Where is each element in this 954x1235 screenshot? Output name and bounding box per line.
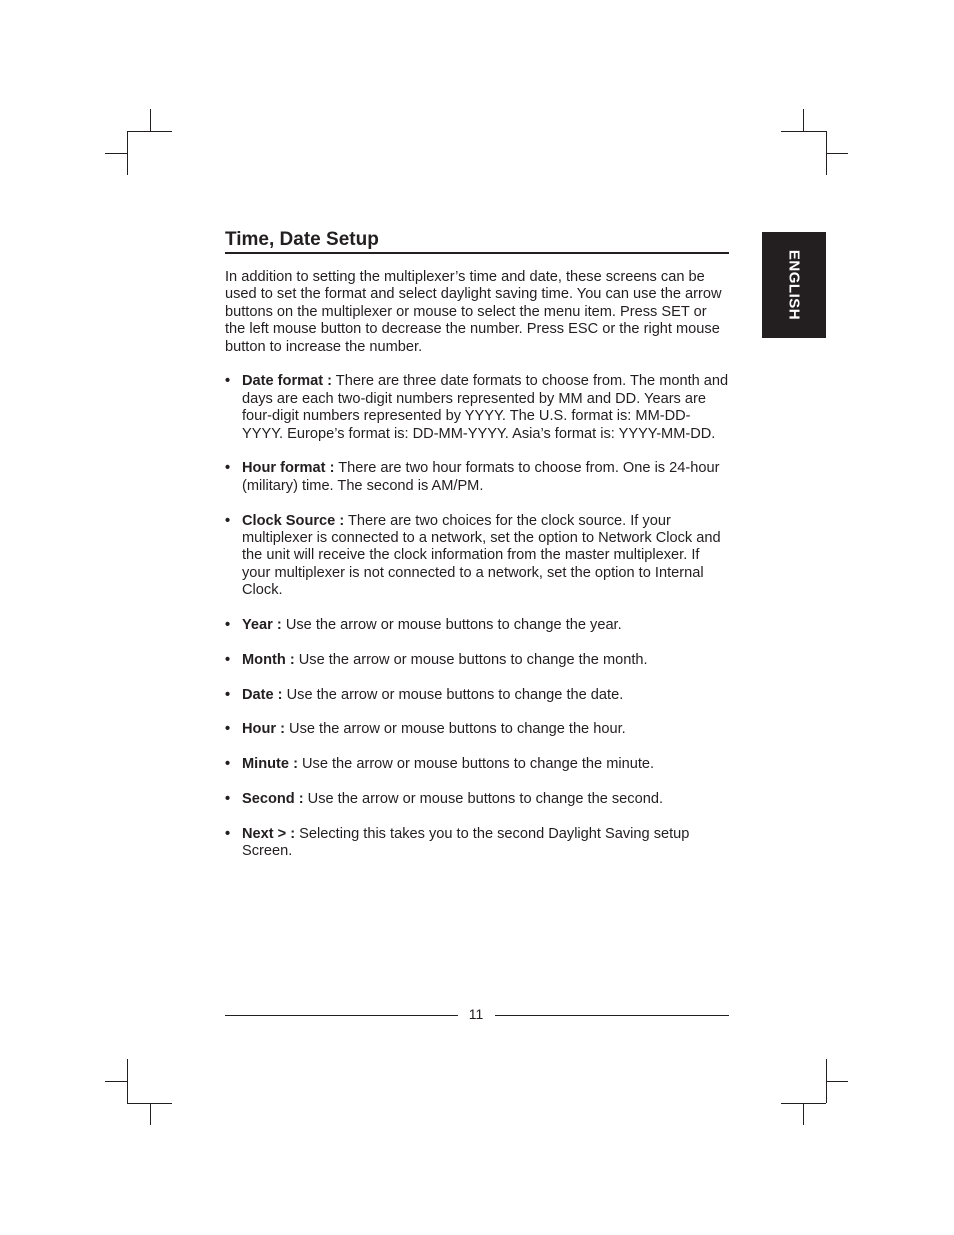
intro-paragraph: In addition to setting the multiplexer’s time and date, these screens can be used to set the format and select daylight saving time. You can use the arrow buttons on the multiplexer or mouse to select the menu item. Press SET or the left mouse button to decrease the number. Press ESC or the right mouse button to increase the number. bbox=[225, 269, 722, 355]
list-item-clock-source bbox=[225, 513, 729, 600]
list-item-hour-format bbox=[225, 460, 729, 495]
list-item-hour bbox=[225, 721, 729, 738]
item-term: Minute : bbox=[242, 756, 298, 773]
footer-rule-right bbox=[495, 1015, 729, 1016]
bullet-icon: • bbox=[225, 686, 231, 703]
bullet-icon: • bbox=[225, 791, 231, 808]
bullet-icon: • bbox=[225, 460, 231, 477]
item-text: Selecting this takes you to the second Daylight Saving setup Screen. bbox=[242, 825, 690, 860]
list-item-second bbox=[225, 791, 729, 808]
item-term: Next > : bbox=[242, 825, 296, 842]
item-term: Date : bbox=[242, 686, 283, 703]
item-text: Use the arrow or mouse buttons to change the second. bbox=[303, 791, 664, 808]
item-term: Hour format : bbox=[242, 460, 335, 477]
bullet-icon: • bbox=[225, 373, 231, 390]
item-term: Second : bbox=[242, 791, 304, 808]
list-item-date bbox=[225, 687, 729, 704]
list-item-date-format bbox=[225, 373, 729, 443]
item-text: Use the arrow or mouse buttons to change the hour. bbox=[284, 721, 626, 738]
page-title: Time, Date Setup bbox=[225, 229, 379, 250]
list-item-next bbox=[225, 826, 729, 861]
item-text: There are two choices for the clock source. If your multiplexer is connected to a network, set the option to Network Clock and the unit will receive the clock information from the master multiplexer. If your multiplexer is not connected to a network, set the option to Internal Clock. bbox=[242, 512, 721, 599]
footer-rule-left bbox=[225, 1015, 458, 1016]
bullet-icon: • bbox=[225, 617, 231, 634]
title-underline bbox=[225, 252, 729, 254]
settings-list bbox=[225, 373, 729, 860]
item-term: Hour : bbox=[242, 721, 285, 738]
item-term: Date format : bbox=[242, 373, 333, 390]
bullet-icon: • bbox=[225, 825, 231, 842]
language-tab-label: ENGLISH bbox=[785, 249, 803, 321]
item-text: Use the arrow or mouse buttons to change the year. bbox=[281, 617, 622, 634]
bullet-icon: • bbox=[225, 512, 231, 529]
item-term: Month : bbox=[242, 651, 295, 668]
item-text: Use the arrow or mouse buttons to change the minute. bbox=[297, 756, 655, 773]
item-term: Year : bbox=[242, 617, 282, 634]
item-text: There are three date formats to choose from. The month and days are each two-digit numbers represented by MM and DD. Years are four-digit numbers represented by YYYY. The U.S. format is: MM-DD-YYYY. Europe’s format is: DD-MM-YYYY. Asia’s format is: YYYY-MM-DD. bbox=[242, 373, 729, 442]
bullet-icon: • bbox=[225, 721, 231, 738]
item-text: Use the arrow or mouse buttons to change the month. bbox=[294, 651, 648, 668]
list-item-minute bbox=[225, 756, 729, 773]
list-item-year bbox=[225, 617, 729, 634]
page-number: 11 bbox=[468, 1006, 484, 1022]
item-text: Use the arrow or mouse buttons to change the date. bbox=[282, 686, 624, 703]
bullet-icon: • bbox=[225, 651, 231, 668]
item-term: Clock Source : bbox=[242, 512, 345, 529]
bullet-icon: • bbox=[225, 756, 231, 773]
main-content bbox=[225, 269, 729, 878]
item-text: There are two hour formats to choose from. One is 24-hour (military) time. The second is AM/PM. bbox=[242, 460, 720, 494]
list-item-month bbox=[225, 652, 729, 669]
language-tab bbox=[762, 232, 826, 338]
